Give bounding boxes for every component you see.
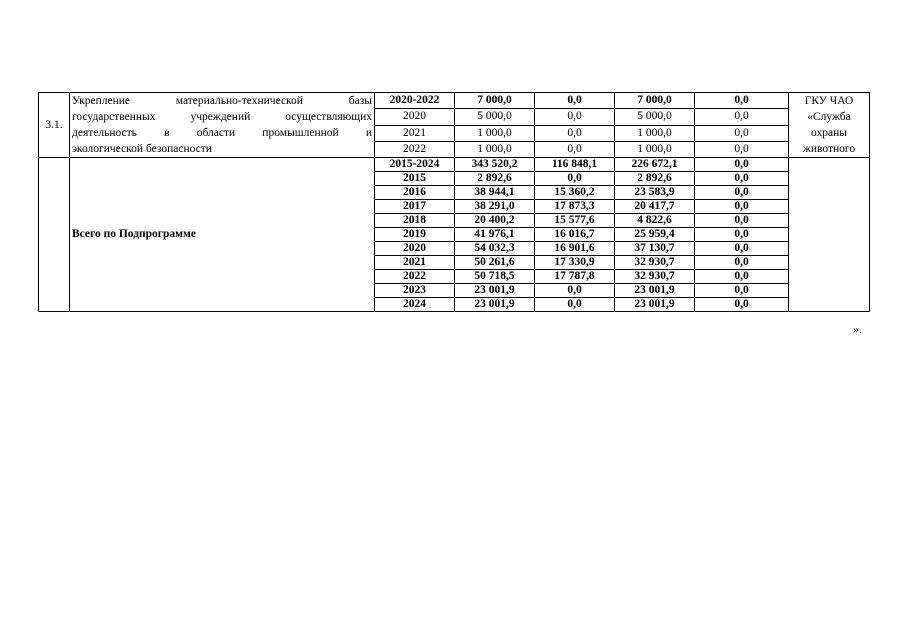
responsible-executor <box>789 93 870 158</box>
other-cell: 0,0 <box>695 200 789 214</box>
period-cell: 2015 <box>375 172 455 186</box>
period-cell: 2023 <box>375 284 455 298</box>
description-line: государственных учреждений осуществляющих <box>72 111 372 123</box>
federal-cell: 0,0 <box>535 298 615 312</box>
federal-cell: 116 848,1 <box>535 158 615 172</box>
other-cell: 0,0 <box>695 228 789 242</box>
total-cell: 1 000,0 <box>455 125 535 141</box>
regional-cell: 37 130,7 <box>615 242 695 256</box>
regional-cell: 5 000,0 <box>615 109 695 125</box>
total-cell: 50 261,6 <box>455 256 535 270</box>
regional-cell: 226 672,1 <box>615 158 695 172</box>
period-cell: 2016 <box>375 186 455 200</box>
other-cell: 0,0 <box>695 158 789 172</box>
responsible-line: охраны <box>811 127 847 139</box>
other-cell: 0,0 <box>695 284 789 298</box>
measure-description <box>70 93 375 158</box>
total-cell: 7 000,0 <box>455 93 535 109</box>
regional-cell: 25 959,4 <box>615 228 695 242</box>
blank-responsible-cell <box>789 158 870 312</box>
total-cell: 1 000,0 <box>455 141 535 157</box>
other-cell: 0,0 <box>695 93 789 109</box>
other-cell: 0,0 <box>695 109 789 125</box>
other-cell: 0,0 <box>695 256 789 270</box>
regional-cell: 1 000,0 <box>615 141 695 157</box>
total-cell: 343 520,2 <box>455 158 535 172</box>
federal-cell: 15 360,2 <box>535 186 615 200</box>
period-cell: 2017 <box>375 200 455 214</box>
total-cell: 54 032,3 <box>455 242 535 256</box>
period-cell: 2022 <box>375 270 455 284</box>
total-cell: 41 976,1 <box>455 228 535 242</box>
period-cell: 2018 <box>375 214 455 228</box>
federal-cell: 16 901,6 <box>535 242 615 256</box>
federal-cell: 0,0 <box>535 93 615 109</box>
table-row <box>39 93 870 109</box>
regional-cell: 23 001,9 <box>615 284 695 298</box>
description-line: Укрепление материально-технической базы <box>72 95 372 107</box>
federal-cell: 17 787,8 <box>535 270 615 284</box>
responsible-line: «Служба <box>807 111 851 123</box>
other-cell: 0,0 <box>695 214 789 228</box>
description-line: экологической безопасности <box>72 143 212 155</box>
regional-cell: 4 822,6 <box>615 214 695 228</box>
other-cell: 0,0 <box>695 172 789 186</box>
regional-cell: 2 892,6 <box>615 172 695 186</box>
measure-number: 3.1. <box>39 93 70 158</box>
federal-cell: 0,0 <box>535 125 615 141</box>
total-cell: 38 291,0 <box>455 200 535 214</box>
period-cell: 2020 <box>375 109 455 125</box>
federal-cell: 17 873,3 <box>535 200 615 214</box>
federal-cell: 15 577,6 <box>535 214 615 228</box>
federal-cell: 0,0 <box>535 172 615 186</box>
regional-cell: 32 930,7 <box>615 256 695 270</box>
total-cell: 2 892,6 <box>455 172 535 186</box>
federal-cell: 0,0 <box>535 141 615 157</box>
federal-cell: 0,0 <box>535 284 615 298</box>
closing-quote-mark: ». <box>853 322 862 336</box>
total-cell: 23 001,9 <box>455 298 535 312</box>
other-cell: 0,0 <box>695 298 789 312</box>
other-cell: 0,0 <box>695 242 789 256</box>
total-cell: 38 944,1 <box>455 186 535 200</box>
total-cell: 5 000,0 <box>455 109 535 125</box>
total-cell: 50 718,5 <box>455 270 535 284</box>
regional-cell: 1 000,0 <box>615 125 695 141</box>
federal-cell: 0,0 <box>535 109 615 125</box>
period-cell: 2020-2022 <box>375 93 455 109</box>
regional-cell: 20 417,7 <box>615 200 695 214</box>
period-cell: 2021 <box>375 256 455 270</box>
budget-table <box>38 92 870 312</box>
total-cell: 23 001,9 <box>455 284 535 298</box>
period-cell: 2020 <box>375 242 455 256</box>
other-cell: 0,0 <box>695 270 789 284</box>
other-cell: 0,0 <box>695 125 789 141</box>
period-cell: 2019 <box>375 228 455 242</box>
federal-cell: 16 016,7 <box>535 228 615 242</box>
responsible-line: животного <box>802 143 856 155</box>
regional-cell: 23 583,9 <box>615 186 695 200</box>
total-cell: 20 400,2 <box>455 214 535 228</box>
period-cell: 2015-2024 <box>375 158 455 172</box>
subprogram-total-label: Всего по Подпрограмме <box>70 158 375 312</box>
other-cell: 0,0 <box>695 141 789 157</box>
regional-cell: 23 001,9 <box>615 298 695 312</box>
period-cell: 2021 <box>375 125 455 141</box>
regional-cell: 32 930,7 <box>615 270 695 284</box>
responsible-line: ГКУ ЧАО <box>804 95 854 107</box>
regional-cell: 7 000,0 <box>615 93 695 109</box>
federal-cell: 17 330,9 <box>535 256 615 270</box>
other-cell: 0,0 <box>695 186 789 200</box>
blank-number-cell <box>39 158 70 312</box>
period-cell: 2022 <box>375 141 455 157</box>
period-cell: 2024 <box>375 298 455 312</box>
description-line: деятельность в области промышленной и <box>72 127 372 139</box>
table-row <box>39 158 870 172</box>
